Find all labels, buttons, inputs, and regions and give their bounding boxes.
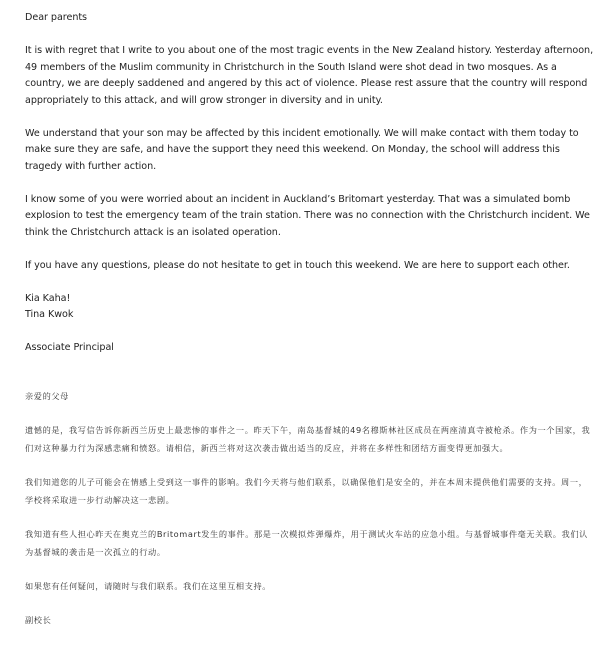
closing-en: Kia Kaha! [25, 292, 71, 304]
signatory-title-en: Associate Principal [25, 342, 114, 353]
paragraph-zh-1: 遗憾的是，我写信告诉你新西兰历史上最悲惨的事件之一。昨天下午，南岛基督城的49名穆斯林社区成员在两座清真寺被枪杀。作为一个国家，我们对这种暴力行为深感悲痛和愤怒。请相信，新西兰将对这次袭击做出适当的反应，并将在多样性和团结方面变得更加强大。 [25, 424, 591, 453]
salutation-zh: 亲爱的父母 [25, 390, 69, 401]
salutation-en: Dear parents [25, 12, 88, 23]
paragraph-en-3: I know some of you were worried about an incident in Auckland’s Britomart yesterday. That was a simulated bomb explosion to test the emergency team of the train station. There was no connection with the Christchurch incident. We think the Christchurch attack is an isolated operation. [25, 193, 590, 238]
paragraph-zh-3: 我知道有些人担心昨天在奥克兰的Britomart发生的事件。那是一次模拟炸弹爆炸，用于测试火车站的应急小组。与基督城事件毫无关联。我们认为基督城的袭击是一次孤立的行动。 [25, 528, 588, 557]
paragraph-en-4: If you have any questions, please do not hesitate to get in touch this weekend. We are here to support each other. [25, 259, 570, 271]
letter [25, 10, 595, 629]
signatory-name: Tina Kwok [25, 309, 74, 320]
signatory-title-zh: 副校长 [25, 614, 52, 625]
paragraph-zh-4: 如果您有任何疑问，请随时与我们联系。我们在这里互相支持。 [25, 580, 272, 591]
paragraph-en-2: We understand that your son may be affected by this incident emotionally. We will make contact with them today to make sure they are safe, and have the support they need this weekend. On Monday, the school will address this tragedy with further action. [25, 127, 579, 172]
paragraph-en-1: It is with regret that I write to you about one of the most tragic events in the New Zealand history. Yesterday afternoon, 49 members of the Muslim community in Christchurch in the South Island were shot dead in two mosques. As a country, we are deeply saddened and angered by this act of violence. Please rest assure that the country will respond appropriately to this attack, and will grow stronger in diversity and in unity. [25, 45, 594, 106]
paragraph-zh-2: 我们知道您的儿子可能会在情感上受到这一事件的影响。我们今天将与他们联系，以确保他们是安全的，并在本周末提供他们需要的支持。周一，学校将采取进一步行动解决这一悲剧。 [25, 476, 588, 505]
